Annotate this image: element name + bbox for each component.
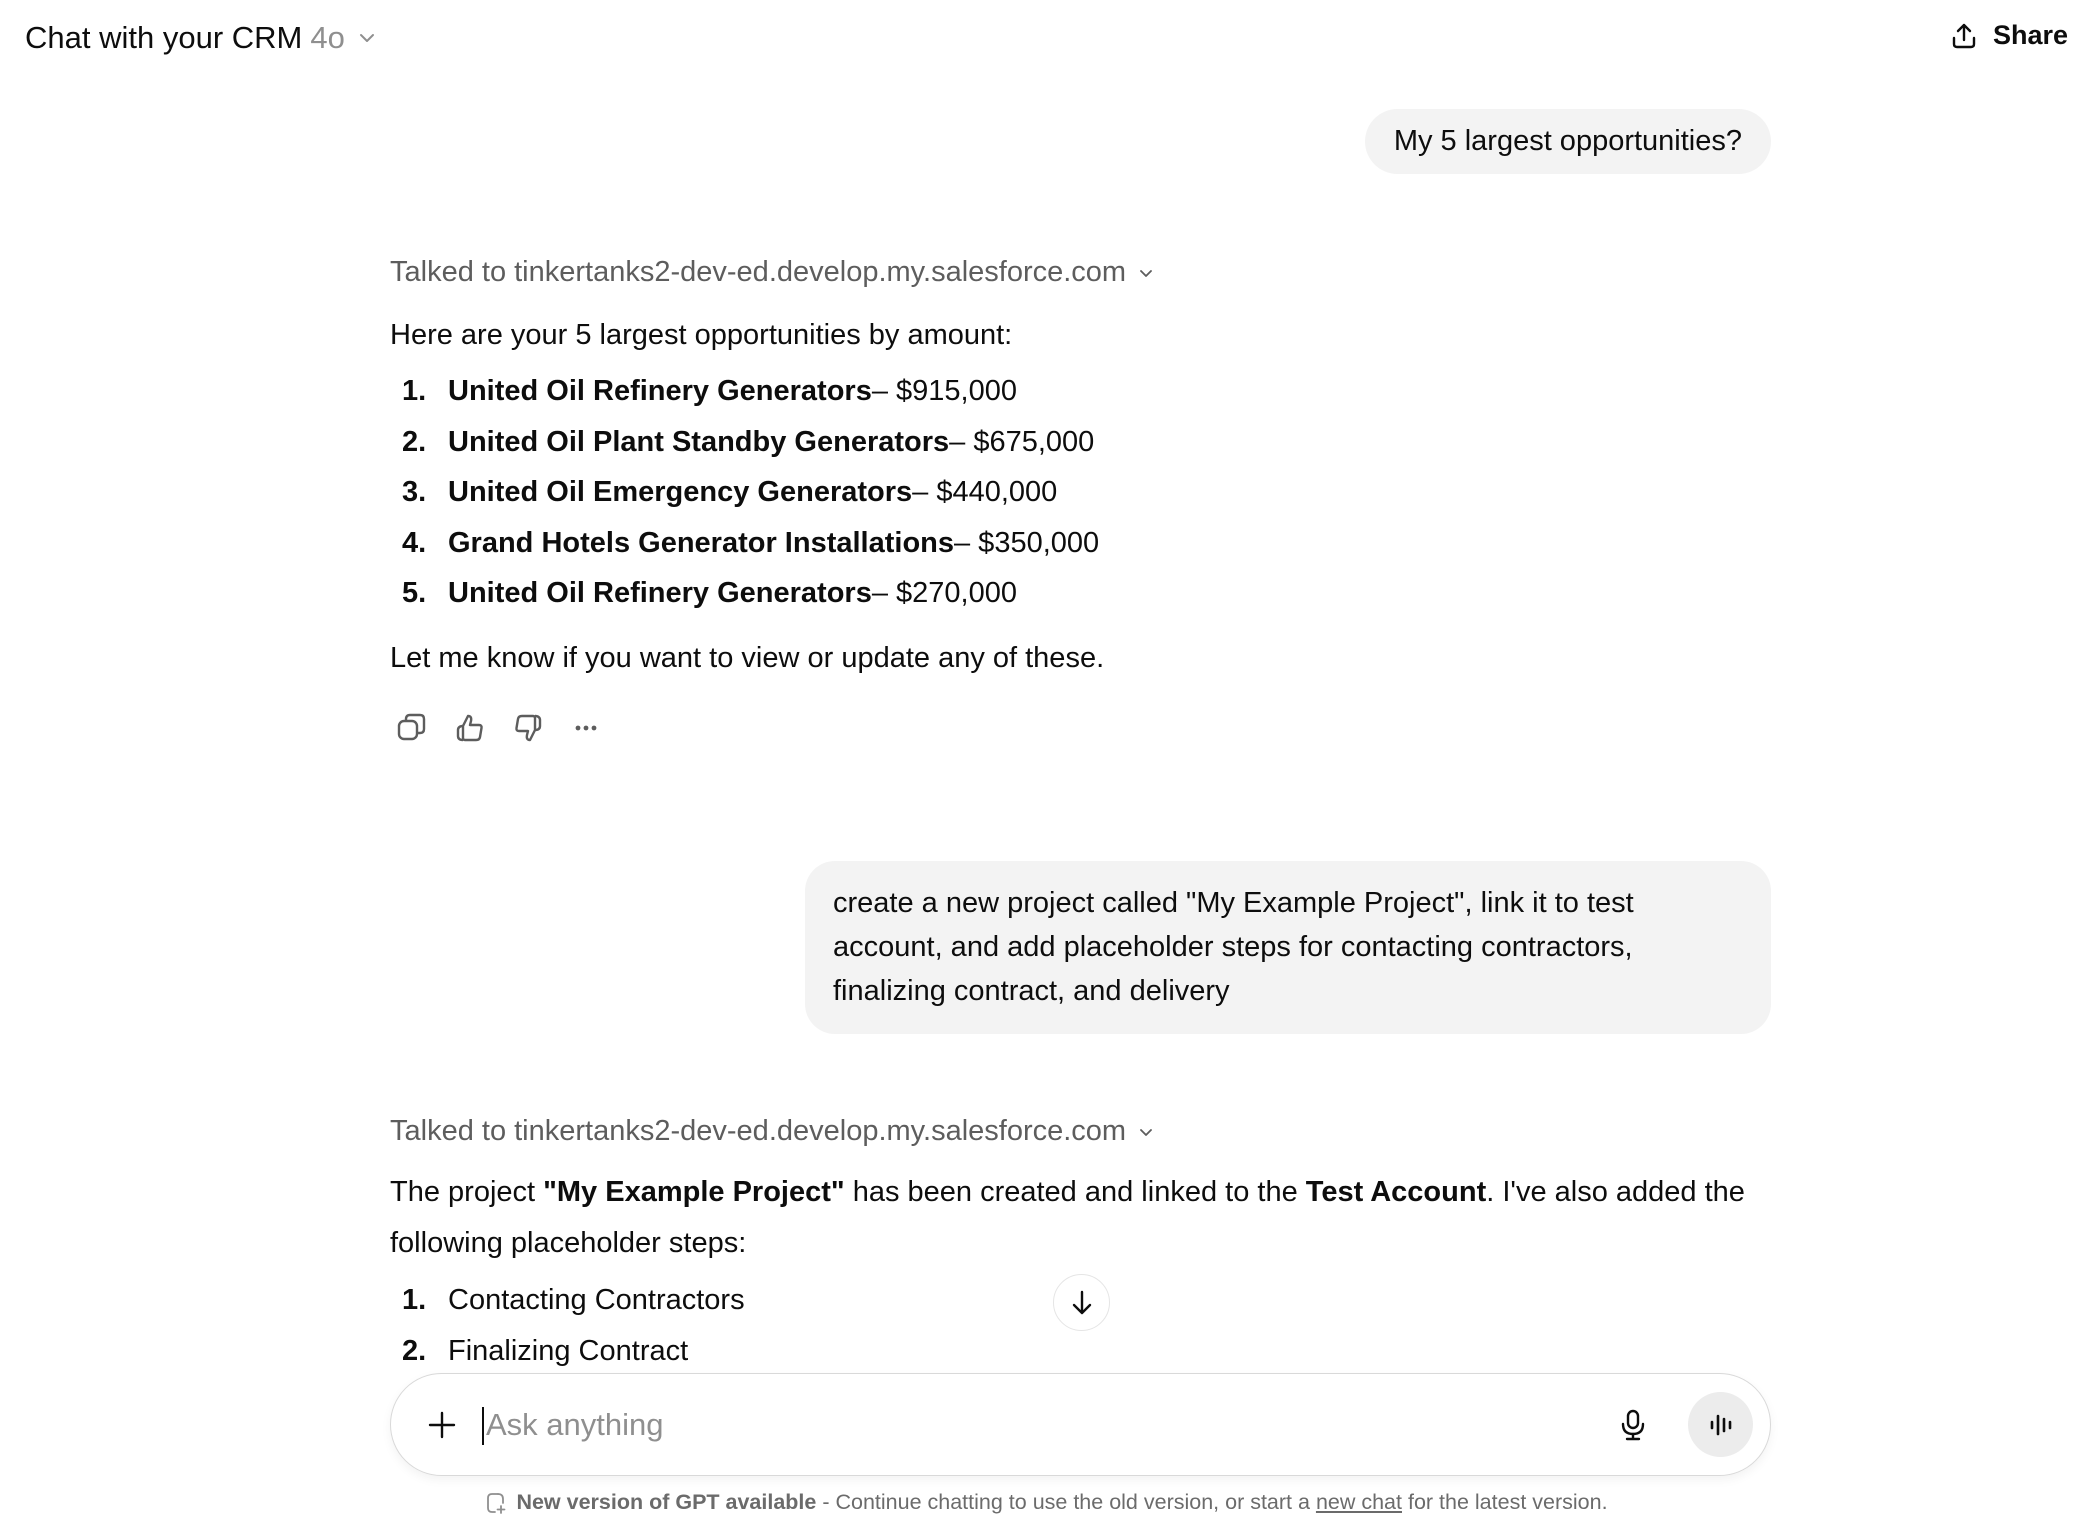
text-caret [482, 1407, 484, 1445]
copy-icon [395, 711, 429, 745]
list-item: 1. United Oil Refinery Generators – $915,000 [390, 366, 1099, 417]
opportunity-amount: – $675,000 [949, 425, 1095, 458]
list-item: 3. United Oil Emergency Generators – $440,000 [390, 467, 1099, 518]
update-notice: New version of GPT available - Continue chatting to use the old version, or start a new chat for the latest version. [0, 1490, 2092, 1515]
attach-button[interactable] [421, 1404, 463, 1446]
list-item: 2. United Oil Plant Standby Generators – $675,000 [390, 417, 1099, 468]
message-input[interactable] [486, 1400, 1586, 1450]
copy-button[interactable] [390, 706, 434, 750]
project-name: "My Example Project" [543, 1176, 845, 1208]
plus-icon [427, 1410, 457, 1440]
step-label: Finalizing Contract [448, 1334, 689, 1367]
opportunity-amount: – $270,000 [871, 577, 1017, 609]
model-selector[interactable] [25, 20, 377, 56]
chevron-down-icon [357, 28, 377, 48]
arrow-down-icon [1067, 1288, 1097, 1318]
list-item: 1. Contacting Contractors [390, 1275, 745, 1326]
opportunity-name: United Oil Emergency Generators [448, 476, 913, 508]
assistant-outro: Let me know if you want to view or update any of these. [390, 642, 1105, 674]
thumbs-up-button[interactable] [448, 706, 492, 750]
more-icon [569, 711, 603, 745]
list-item: 2. Finalizing Contract [390, 1326, 745, 1377]
composer [390, 1373, 1771, 1476]
scroll-to-bottom-button[interactable] [1053, 1274, 1110, 1331]
tool-call-disclosure[interactable] [390, 256, 1156, 289]
account-name: Test Account [1305, 1176, 1487, 1208]
notice-title: New version of GPT available [516, 1490, 817, 1514]
voice-waveform-icon [1706, 1410, 1736, 1440]
thumbs-up-icon [453, 711, 487, 745]
opportunity-name: Grand Hotels Generator Installations [448, 526, 954, 559]
new-chat-link[interactable]: new chat [1315, 1490, 1402, 1514]
assistant-intro: Here are your 5 largest opportunities by amount: [390, 319, 1013, 351]
tool-call-label: Talked to tinkertanks2-dev-ed.develop.my.salesforce.com [390, 1115, 1127, 1147]
step-label: Contacting Contractors [448, 1284, 745, 1316]
user-message: create a new project called "My Example Project", link it to test account, and add placeholder steps for contacting contractors, finalizing contract, and delivery [805, 861, 1771, 1034]
steps-list [390, 1275, 745, 1376]
share-label: Share [1992, 20, 2068, 50]
chevron-down-icon [1136, 263, 1156, 283]
tool-call-label: Talked to tinkertanks2-dev-ed.develop.my.salesforce.com [390, 256, 1127, 288]
new-chat-icon [484, 1491, 508, 1515]
list-item: 5. United Oil Refinery Generators – $270,000 [390, 568, 1099, 619]
opportunities-list [390, 366, 1099, 619]
opportunity-name: United Oil Refinery Generators [448, 375, 872, 407]
thumbs-down-button[interactable] [506, 706, 550, 750]
dictate-button[interactable] [1612, 1404, 1654, 1446]
opportunity-amount: – $915,000 [871, 375, 1017, 407]
chevron-down-icon [1136, 1122, 1156, 1142]
microphone-icon [1618, 1408, 1648, 1442]
opportunity-amount: – $440,000 [912, 476, 1058, 508]
more-options-button[interactable] [564, 706, 608, 750]
message-actions [390, 706, 608, 750]
model-version: 4o [310, 20, 345, 55]
user-message: My 5 largest opportunities? [1365, 109, 1771, 174]
opportunity-name: United Oil Plant Standby Generators [448, 425, 950, 458]
gpt-title: Chat with your CRM [25, 20, 303, 55]
share-button[interactable] [1949, 20, 2068, 51]
thumbs-down-icon [511, 711, 545, 745]
voice-mode-button[interactable] [1688, 1392, 1753, 1457]
tool-call-disclosure[interactable] [390, 1115, 1156, 1148]
share-icon [1949, 21, 1979, 51]
opportunity-amount: – $350,000 [954, 526, 1100, 559]
opportunity-name: United Oil Refinery Generators [448, 577, 872, 609]
top-bar [0, 0, 2092, 84]
list-item: 4. Grand Hotels Generator Installations – $350,000 [390, 518, 1099, 569]
assistant-confirmation: The project "My Example Project" has been created and linked to the Test Account. I've also added the following placeholder steps: [390, 1176, 1745, 1259]
